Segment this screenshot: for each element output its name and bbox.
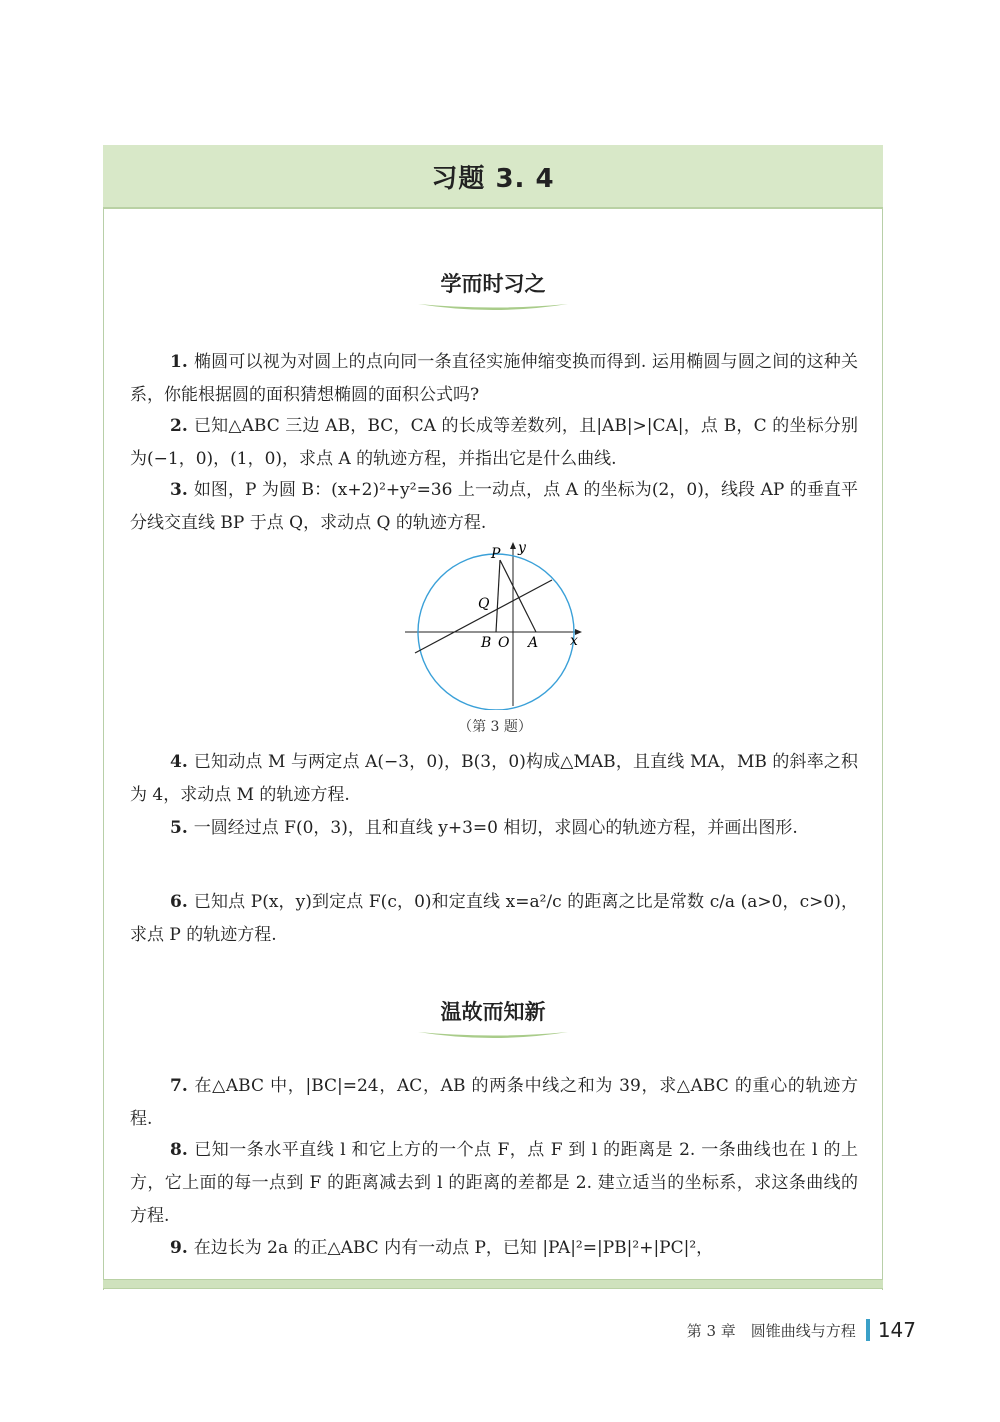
label-x: x [570, 633, 578, 649]
problem-text: 已知△ABC 三边 AB，BC，CA 的长成等差数列，且|AB|>|CA|，点 B，C 的坐标分别为(−1，0)，(1，0)，求点 A 的轨迹方程，并指出它是什么曲线. [130, 416, 858, 469]
problem-number: 8. [170, 1140, 188, 1160]
label-y: y [518, 540, 526, 556]
problem-number: 6. [170, 892, 188, 912]
label-q: Q [478, 596, 490, 612]
segment-bp [496, 560, 500, 632]
problem-7 [130, 1070, 858, 1136]
problem-number: 1. [170, 352, 188, 372]
problem-number: 4. [170, 752, 188, 772]
problem-5 [130, 812, 858, 845]
problem-4 [130, 746, 858, 812]
problem-6 [130, 886, 858, 952]
page-footer [687, 1318, 916, 1342]
problem-text: 已知点 P(x，y)到定点 F(c，0)和定直线 x=a²/c 的距离之比是常数 c/a (a>0，c>0)，求点 P 的轨迹方程. [130, 892, 858, 945]
problem-8 [130, 1134, 858, 1233]
problem-9 [130, 1232, 858, 1265]
problem-2 [130, 410, 858, 476]
bottom-band [103, 1279, 883, 1289]
section-heading-2 [103, 996, 883, 1042]
page-title: 习题 3. 4 [431, 163, 555, 194]
problem-text: 已知动点 M 与两定点 A(−3，0)，B(3，0)构成△MAB，且直线 MA，MB 的斜率之积为 4，求动点 M 的轨迹方程. [130, 752, 858, 805]
label-p: P [491, 546, 501, 562]
footer-divider [866, 1319, 870, 1341]
underline-swoosh-icon [413, 1028, 573, 1042]
chapter-title: 第 3 章 圆锥曲线与方程 [686, 1321, 856, 1340]
section-heading-1 [103, 268, 883, 314]
problem-number: 9. [170, 1238, 188, 1258]
problem-text: 一圆经过点 F(0，3)，且和直线 y+3=0 相切，求圆心的轨迹方程，并画出图形. [193, 818, 798, 838]
y-axis-arrow-icon [510, 542, 516, 549]
problem-text: 已知一条水平直线 l 和它上方的一个点 F，点 F 到 l 的距离是 2. 一条曲线也在 l 的上方，它上面的每一点到 F 的距离减去到 l 的距离的差都是 2. 建立适当的坐标系，求这条曲线的方程. [130, 1140, 858, 1226]
problem-text: 椭圆可以视为对圆上的点向同一条直径实施伸缩变换而得到. 运用椭圆与圆之间的这种关系，你能根据圆的面积猜想椭圆的面积公式吗? [130, 352, 858, 405]
label-a: A [528, 635, 539, 651]
section-label: 温故而知新 [440, 1000, 546, 1024]
problem-3 [130, 474, 858, 540]
title-band [103, 145, 883, 209]
problem-number: 2. [170, 416, 188, 436]
problem-number: 7. [170, 1076, 188, 1096]
label-b: B [481, 635, 492, 651]
problem-1 [130, 346, 858, 412]
underline-swoosh-icon [413, 300, 573, 314]
problem-number: 5. [170, 818, 188, 838]
page-number: 147 [877, 1318, 916, 1342]
figure-caption: （第 3 题） [458, 719, 532, 735]
problem-text: 在边长为 2a 的正△ABC 内有一动点 P，已知 |PA|²=|PB|²+|PC|²， [193, 1238, 714, 1258]
problem-text: 在△ABC 中，|BC|=24，AC，AB 的两条中线之和为 39，求△ABC 的重心的轨迹方程. [130, 1076, 858, 1129]
problem-number: 3. [170, 480, 188, 500]
section-label: 学而时习之 [440, 272, 546, 296]
label-o: O [498, 635, 510, 651]
segment-pa [500, 560, 536, 632]
problem-text: 如图，P 为圆 B：(x+2)²+y²=36 上一动点，点 A 的坐标为(2，0)，线段 AP 的垂直平分线交直线 BP 于点 Q，求动点 Q 的轨迹方程. [130, 480, 858, 533]
problem-3-figure [400, 538, 590, 710]
